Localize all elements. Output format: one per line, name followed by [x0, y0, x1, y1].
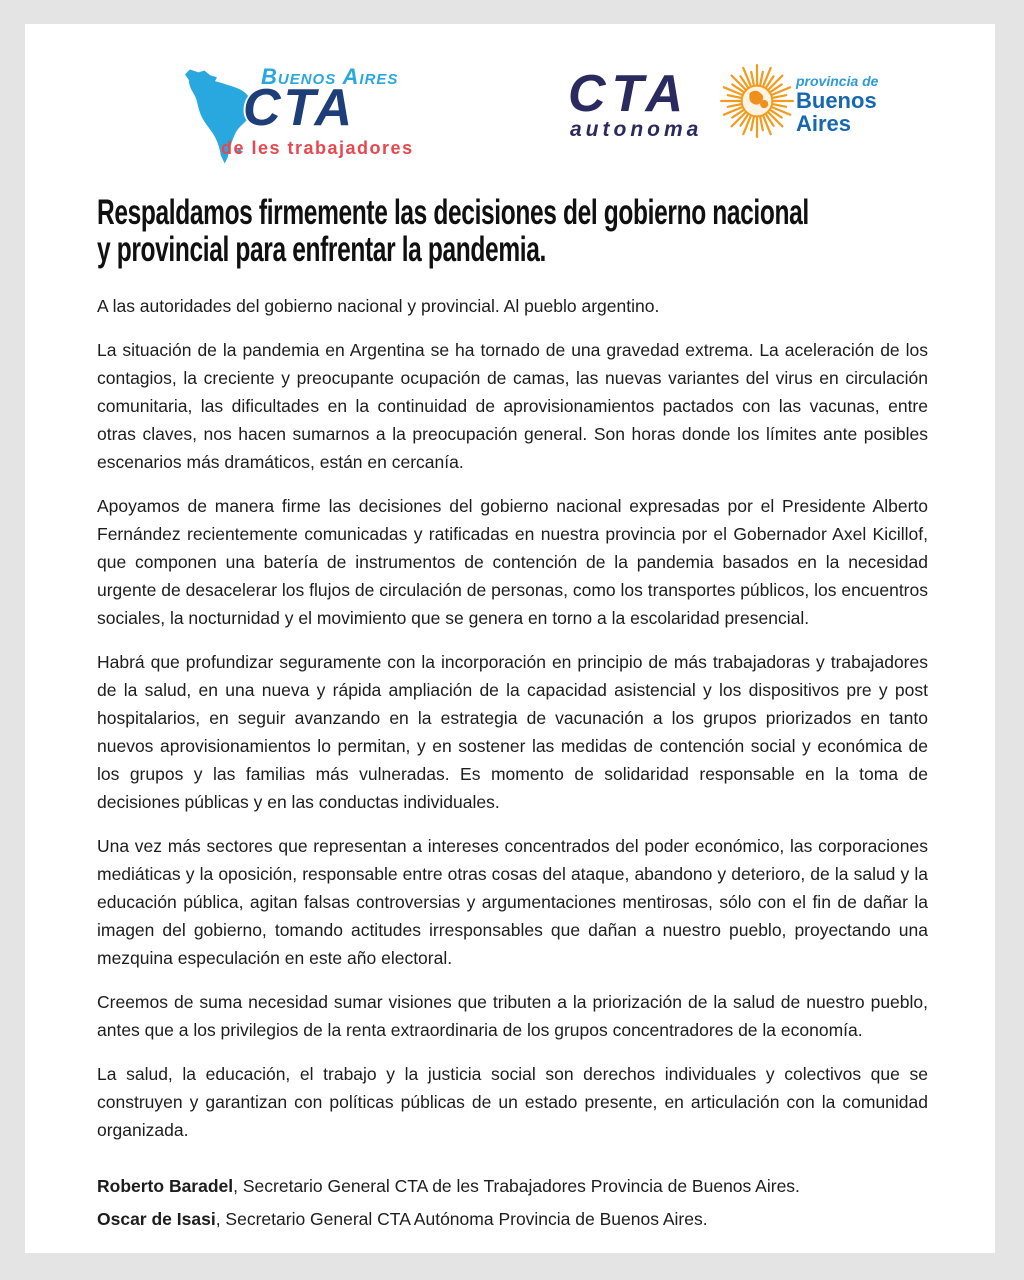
logo-right-provincia-de-label: provincia de: [796, 73, 879, 89]
logo-right-autonoma-label: autonoma: [570, 118, 703, 141]
cta-autonoma-logo: [568, 65, 879, 164]
signatures-block: [97, 1170, 928, 1236]
logo-right-province-block: [796, 74, 878, 135]
signature-line: [97, 1170, 928, 1203]
page-title: [97, 194, 928, 268]
logo-right-aires-label: Aires: [796, 110, 852, 136]
signatory-role: , Secretario General CTA Autónoma Provincia de Buenos Aires.: [215, 1209, 708, 1229]
cta-trabajadores-logo: [185, 66, 435, 164]
statement-paragraph: La salud, la educación, el trabajo y la justicia social son derechos individuales y colectivos que se construyen y garantizan con políticas públicas de un estado presente, en articulación con la comunidad organizada.: [97, 1064, 928, 1140]
logo-left-cta-acronym: CTA: [243, 79, 356, 137]
statement-paragraph: La situación de la pandemia en Argentina se ha tornado de una gravedad extrema. La aceleración de los contagios, la creciente y preocupante ocupación de camas, las nuevas variantes del virus en circulación comunitaria, las dificultades en la continuidad de aprovisionamientos pactados con las vacunas, entre otras claves, nos hacen sumarnos a la preocupación general. Son horas donde los límites ante posibles escenarios más dramáticos, están en cercanía.: [97, 340, 928, 472]
statement-paragraph: Apoyamos de manera firme las decisiones del gobierno nacional expresadas por el Presidente Alberto Fernández recientemente comunicadas y ratificadas en nuestra provincia por el Gobernador Axel Kicillof, que componen una batería de instrumentos de contención de la pandemia basados en la necesidad urgente de desacelerar los flujos de circulación de personas, como los transportes públicos, los encuentros sociales, la nocturnidad y el movimiento que se genera en torno a la escolaridad presencial.: [97, 496, 928, 628]
logo-left-buenos-aires-label: Buenos Aires: [261, 64, 399, 89]
logo-left-trabajadores-label: de les trabajadores: [221, 138, 414, 158]
statement-paragraph: Una vez más sectores que representan a intereses concentrados del poder económico, las corporaciones mediáticas y la oposición, responsable entre otras cosas del ataque, abandono y deterioro, de la salud y la educación pública, agitan falsas controversias y argumentaciones mentirosas, sólo con el fin de dañar la imagen del gobierno, tomando actitudes irresponsables que dañan a nuestro pueblo, proyectando una mezquina especulación en este año electoral.: [97, 836, 928, 968]
signatory-name: Roberto Baradel: [97, 1176, 234, 1196]
statement-body: [97, 336, 928, 1144]
statement-paragraph: Habrá que profundizar seguramente con la incorporación en principio de más trabajadoras y trabajadores de la salud, en una nueva y rápida ampliación de la capacidad asistencial y los dispositivos pre y post hospitalarios, en seguir avanzando en la estrategia de vacunación a los grupos priorizados en tanto nuevos aprovisionamientos lo permitan, y en sostener las medidas de contención social y económica de los grupos y las familias más vulneradas. Es momento de solidaridad responsable en la toma de decisiones públicas y en las conductas individuales.: [97, 652, 928, 812]
logo-right-buenos-label: Buenos: [796, 87, 877, 113]
statement-paragraph: Creemos de suma necesidad sumar visiones que tributen a la priorización de la salud de nuestro pueblo, antes que a los privilegios de la renta extraordinaria de los grupos concentradores de la economía.: [97, 992, 928, 1040]
page-title-line1: Respaldamos firmemente las decisiones del gobierno nacional: [97, 193, 809, 232]
signatory-name: Oscar de Isasi: [97, 1209, 216, 1229]
page-title-line2: y provincial para enfrentar la pandemia.: [97, 230, 546, 269]
sun-icon: [716, 60, 798, 142]
statement-document: [25, 24, 995, 1253]
signatory-role: , Secretario General CTA de les Trabajadores Provincia de Buenos Aires.: [233, 1176, 800, 1196]
salutation-text: A las autoridades del gobierno nacional y provincial. Al pueblo argentino.: [97, 296, 660, 316]
logo-right-cta-acronym: CTA: [568, 65, 690, 123]
signature-line: [97, 1203, 928, 1236]
logos-header: [97, 66, 928, 166]
